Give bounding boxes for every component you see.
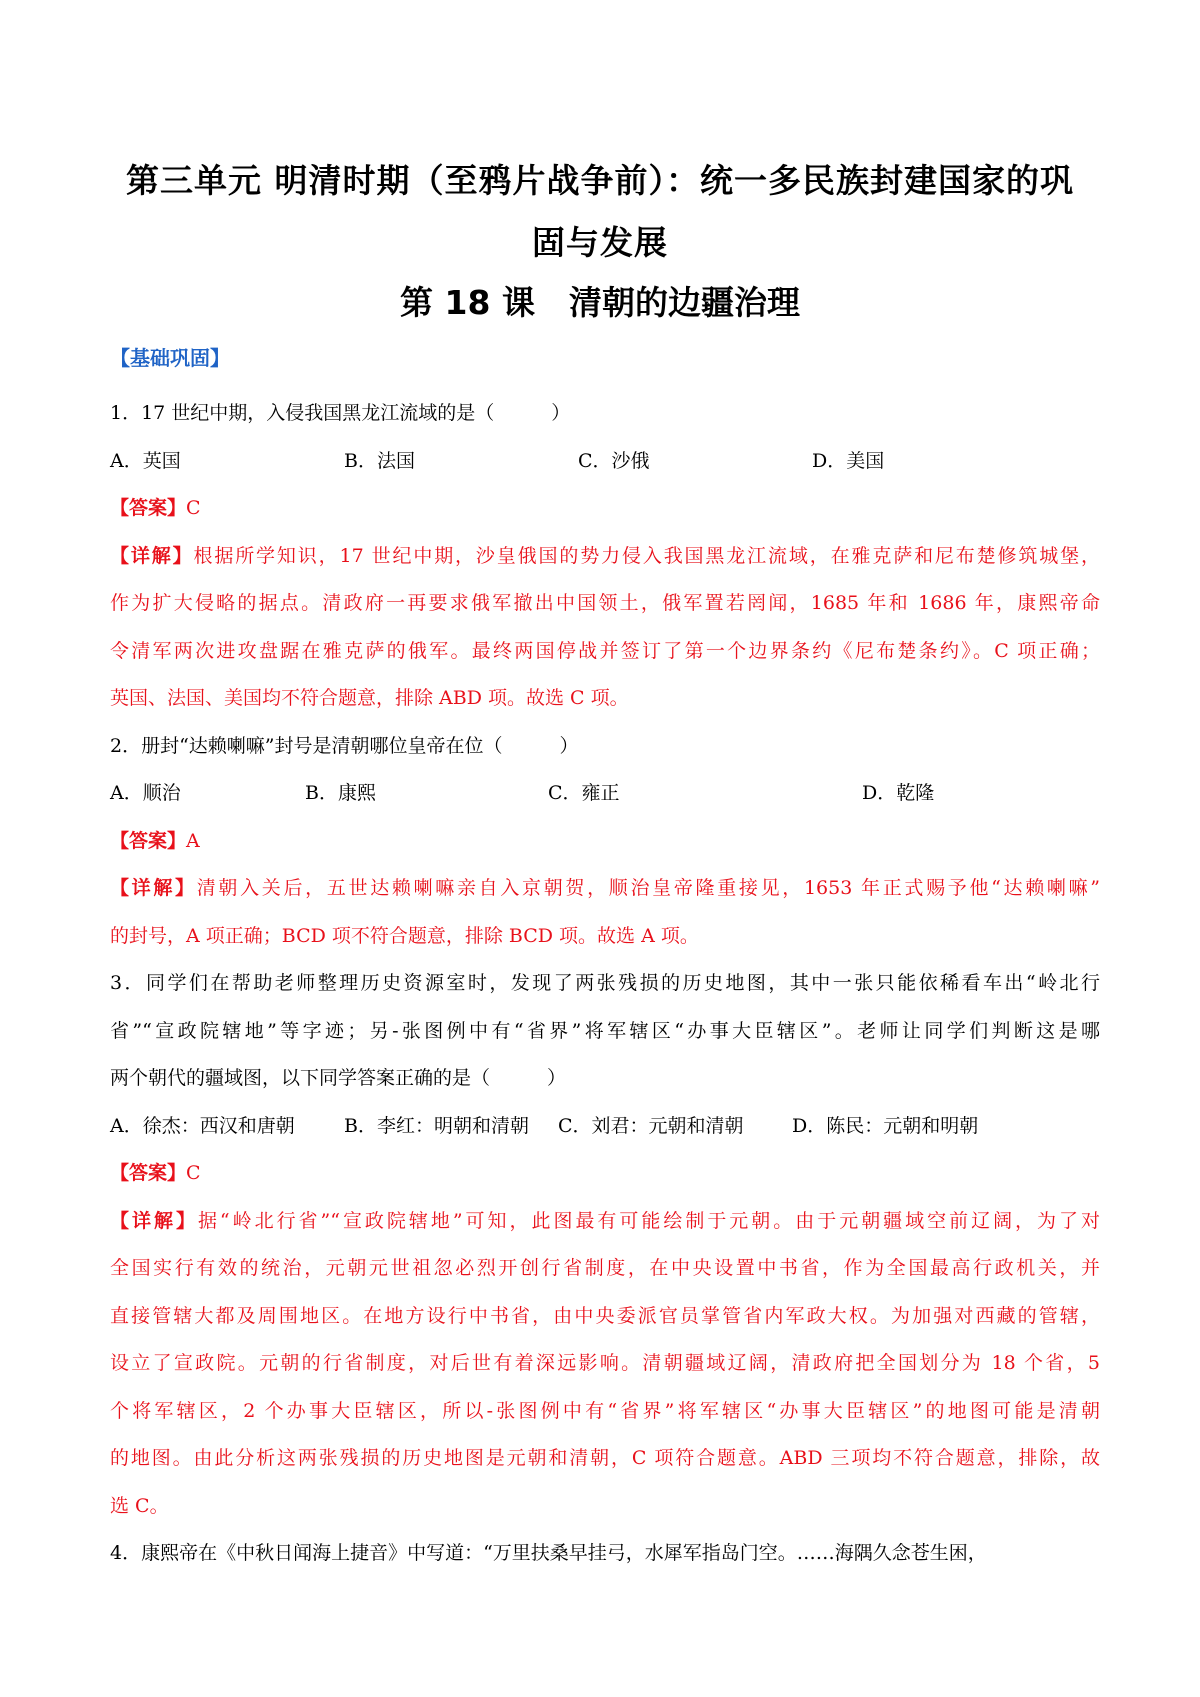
answer-line: [110, 818, 1100, 866]
detail-line: [110, 533, 1100, 581]
detail-tag: 【详解】: [110, 877, 197, 899]
lesson-title: [100, 278, 1100, 328]
detail-tag: 【详解】: [110, 1209, 198, 1232]
detail-line: 个将军辖区，2 个办事大臣辖区，所以-张图例中有“省界”将军辖区“办事大臣辖区”的地图可能是清朝: [110, 1399, 1100, 1422]
detail-text: 清朝入关后，五世达赖喇嘛亲自入京朝贺，顺治皇帝隆重接见，1653 年正式赐予他“达赖喇嘛”: [196, 877, 1100, 899]
detail-line: 作为扩大侵略的据点。清政府一再要求俄军撤出中国领土，俄军置若罔闻，1685 年和 1686 年，康熙帝命: [110, 592, 1100, 614]
options-row: [110, 770, 1100, 818]
answer-tag: 【答案】: [110, 829, 187, 852]
detail-line: [110, 1198, 1100, 1246]
answer-value: C: [186, 497, 201, 519]
question-list: [110, 390, 1100, 1578]
options-row: [110, 1103, 1100, 1151]
option-b[interactable]: B．李红：明朝和清朝: [344, 1114, 529, 1137]
unit-title: [100, 150, 1100, 274]
detail-line: 的封号，A 项正确；BCD 项不符合题意，排除 BCD 项。故选 A 项。: [110, 924, 699, 947]
option-d[interactable]: D．乾隆: [862, 782, 935, 804]
lesson-number: 第 18 课: [400, 283, 535, 322]
detail-line: 的地图。由此分析这两张残损的历史地图是元朝和清朝，C 项符合题意。ABD 三项均不符合题意，排除，故: [110, 1447, 1100, 1469]
unit-title-line-1: 第三单元 明清时期（至鸦片战争前）：统一多民族封建国家的巩: [126, 161, 1074, 200]
option-a[interactable]: A．英国: [110, 449, 181, 472]
detail-line: 英国、法国、美国均不符合题意，排除 ABD 项。故选 C 项。: [110, 687, 629, 709]
question-2: [110, 723, 1100, 961]
option-b[interactable]: B．康熙: [305, 782, 376, 804]
question-stem-line: 3．同学们在帮助老师整理历史资源室时，发现了两张残损的历史地图，其中一张只能依稀看车出“岭北行: [110, 972, 1100, 994]
answer-tag: 【答案】: [110, 1162, 187, 1184]
option-d[interactable]: D．美国: [812, 449, 885, 472]
answer-line: [110, 1150, 1100, 1198]
answer-tag: 【答案】: [110, 497, 187, 519]
lesson-name: 清朝的边疆治理: [568, 283, 800, 322]
option-c[interactable]: C．沙俄: [578, 449, 650, 472]
question-1: [110, 390, 1100, 723]
detail-line: 全国实行有效的统治，元朝元世祖忽必烈开创行省制度，在中央设置中书省，作为全国最高行政机关，并: [110, 1257, 1100, 1279]
option-a[interactable]: A．顺治: [110, 782, 181, 804]
section-heading: 【基础巩固】: [110, 346, 230, 370]
detail-line: [110, 865, 1100, 913]
answer-value: A: [186, 829, 200, 852]
answer-value: C: [186, 1162, 201, 1184]
option-c[interactable]: C．刘君：元朝和清朝: [558, 1114, 744, 1137]
question-stem-line: 1．17 世纪中期，入侵我国黑龙江流域的是（ ）: [110, 402, 571, 424]
option-a[interactable]: A．徐杰：西汉和唐朝: [110, 1114, 295, 1137]
option-c[interactable]: C．雍正: [548, 782, 620, 804]
question-4: [110, 1530, 1100, 1578]
option-d[interactable]: D．陈民：元朝和明朝: [792, 1114, 979, 1137]
answer-line: [110, 485, 1100, 533]
question-stem-line: 两个朝代的疆域图，以下同学答案正确的是（ ）: [110, 1067, 567, 1089]
question-stem-line: 4．康熙帝在《中秋日闻海上捷音》中写道：“万里扶桑早挂弓，水犀军指岛门空。……海隅久念苍生困，: [110, 1542, 987, 1564]
question-stem-line: 2．册封“达赖喇嘛”封号是清朝哪位皇帝在位（ ）: [110, 734, 579, 757]
detail-line: 设立了宣政院。元朝的行省制度，对后世有着深远影响。清朝疆域辽阔，清政府把全国划分为 18 个省，5: [110, 1352, 1100, 1374]
detail-line: 直接管辖大都及周围地区。在地方设行中书省，由中央委派官员掌管省内军政大权。为加强对西藏的管辖，: [110, 1304, 1100, 1327]
question-stem-line: 省”“宣政院辖地”等字迹；另-张图例中有“省界”将军辖区“办事大臣辖区”。老师让同学们判断这是哪: [110, 1019, 1100, 1042]
options-row: [110, 438, 1100, 486]
detail-text: 据“岭北行省”“宣政院辖地”可知，此图最有可能绘制于元朝。由于元朝疆域空前辽阔，为了对: [197, 1209, 1100, 1232]
detail-tag: 【详解】: [110, 544, 194, 567]
option-b[interactable]: B．法国: [344, 449, 415, 472]
question-3: [110, 960, 1100, 1530]
detail-line: 选 C。: [110, 1494, 169, 1517]
detail-line: 令清军两次进攻盘踞在雅克萨的俄军。最终两国停战并签订了第一个边界条约《尼布楚条约》。C 项正确；: [110, 639, 1100, 662]
unit-title-line-2: 固与发展: [532, 223, 668, 262]
detail-text: 根据所学知识，17 世纪中期，沙皇俄国的势力侵入我国黑龙江流域，在雅克萨和尼布楚修筑城堡，: [193, 544, 1100, 567]
